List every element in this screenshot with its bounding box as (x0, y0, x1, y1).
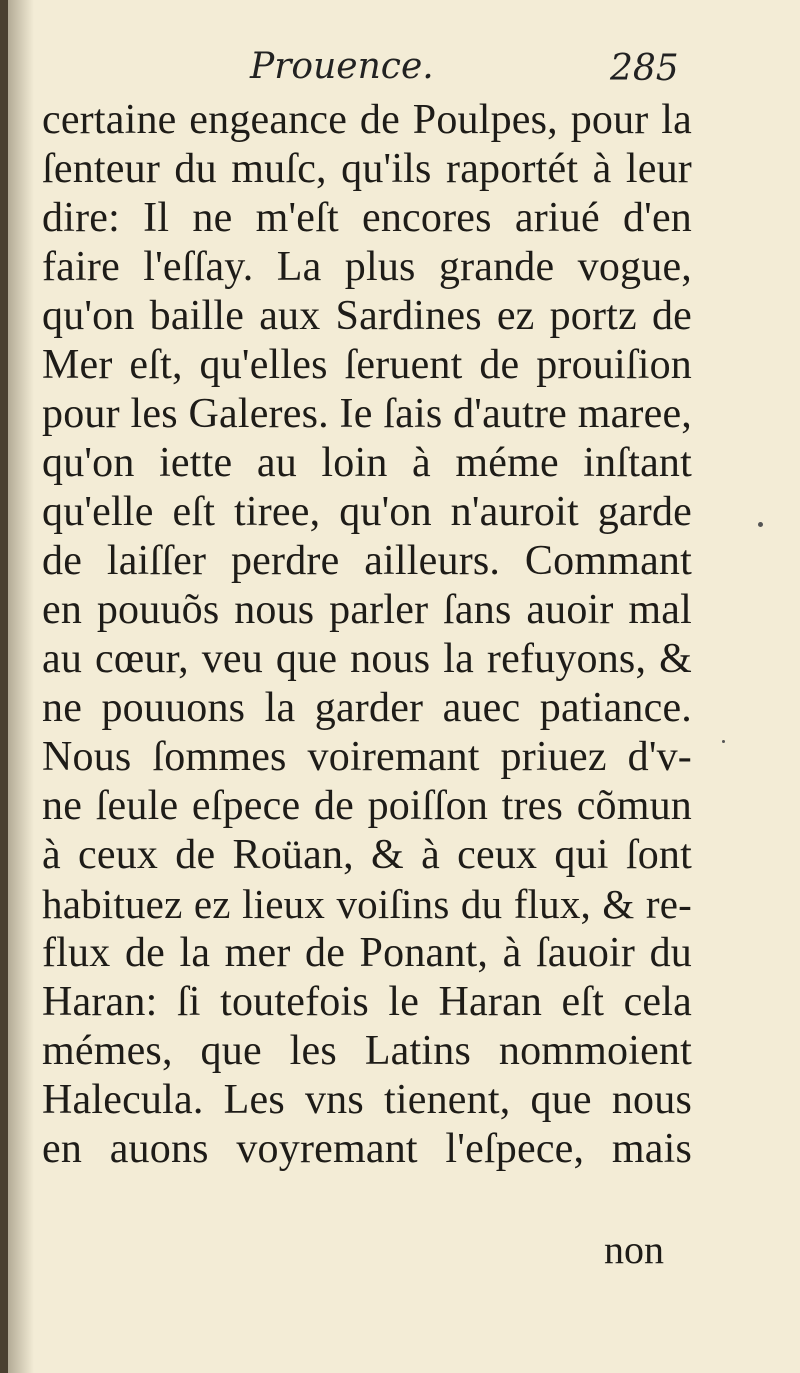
text-line: habituez ez lieux voiſins du flux, & re- (42, 881, 692, 927)
text-line: Nous ſommes voiremant priuez d'v- (42, 734, 692, 780)
text-line: à ceux de Roüan, & à ceux qui ſont (42, 832, 692, 878)
text-line: mémes, que les Latins nommoient (42, 1028, 692, 1074)
text-line: au cœur, veu que nous la refuyons, & (42, 636, 692, 682)
text-line: qu'on baille aux Sardines ez portz de (42, 293, 692, 339)
text-line: flux de la mer de Ponant, à ſauoir du (42, 930, 692, 976)
text-line: pour les Galeres. Ie ſais d'autre maree, (42, 391, 692, 437)
paper-speck (722, 740, 725, 743)
page-number: 285 (610, 48, 679, 89)
paper-speck (758, 522, 763, 527)
running-head-title: Prouence. (250, 46, 434, 87)
text-line: qu'on iette au loin à méme inſtant (42, 440, 692, 486)
text-line: faire l'eſſay. La plus grande vogue, (42, 244, 692, 290)
gutter-shadow (8, 0, 34, 1373)
text-line: ſenteur du muſc, qu'ils raportét à leur (42, 146, 692, 192)
text-line: ne ſeule eſpece de poiſſon tres cõmun (42, 783, 692, 829)
text-line: certaine engeance de Poulpes, pour la (42, 97, 692, 143)
catchword: non (604, 1227, 664, 1272)
text-line: en pouuõs nous parler ſans auoir mal (42, 587, 692, 633)
text-line: Haran: ſi toutefois le Haran eſt cela (42, 979, 692, 1025)
text-line: qu'elle eſt tiree, qu'on n'auroit garde (42, 489, 692, 535)
text-line: en auons voyremant l'eſpece, mais (42, 1126, 692, 1172)
binding-gutter (0, 0, 8, 1373)
text-line: Halecula. Les vns tienent, que nous (42, 1077, 692, 1123)
text-line: de laiſſer perdre ailleurs. Commant (42, 538, 692, 584)
body-text (42, 96, 692, 1174)
text-line: Mer eſt, qu'elles ſeruent de prouiſion (42, 342, 692, 388)
running-head (0, 38, 800, 98)
text-line: dire: Il ne m'eſt encores ariué d'en (42, 195, 692, 241)
text-line: ne pouuons la garder auec patiance. (42, 685, 692, 731)
